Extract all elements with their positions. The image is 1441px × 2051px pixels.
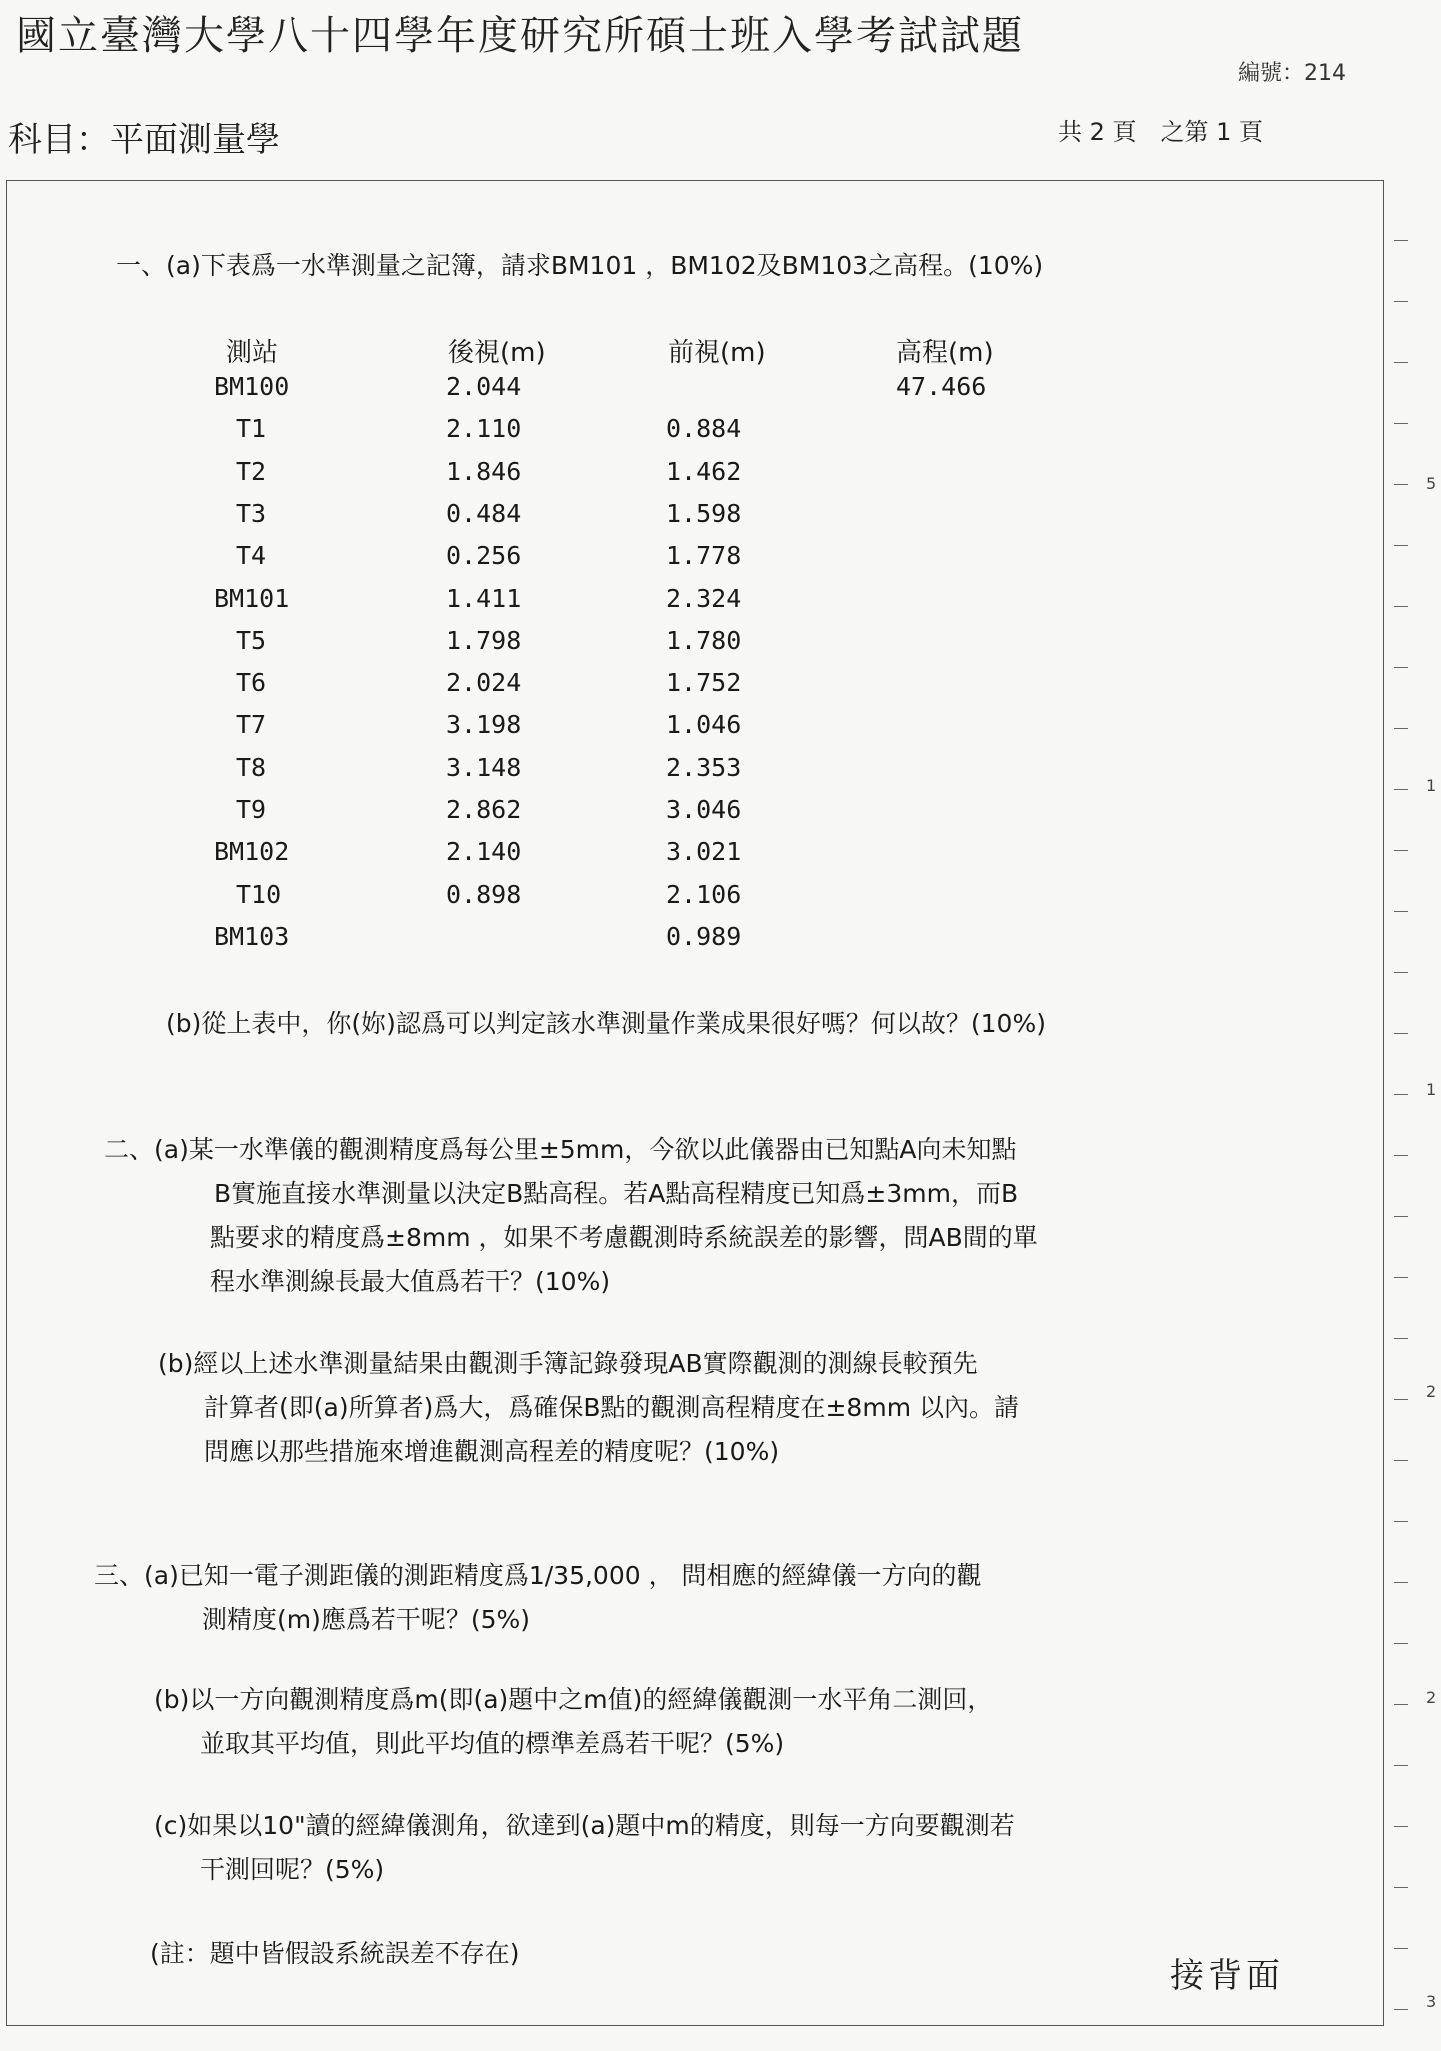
- table-cell-station: BM103: [214, 921, 290, 951]
- table-cell-station: T2: [236, 456, 267, 486]
- table-cell-backsight: 2.024: [446, 668, 522, 698]
- exam-title: 國立臺灣大學八十四學年度研究所碩士班入學考試試題: [16, 13, 1024, 59]
- table-cell-backsight: 2.140: [446, 837, 522, 867]
- table-cell-backsight: 2.110: [446, 414, 522, 444]
- q3-a-line: 三、(a)已知一電子測距儀的測距精度爲1/35,000 ， 問相應的經緯儀一方向的觀: [94, 1561, 982, 1590]
- margin-tick: [1394, 301, 1408, 302]
- table-cell-station: T1: [236, 414, 267, 444]
- margin-tick: [1394, 1887, 1408, 1888]
- table-cell-foresight: 1.780: [666, 625, 742, 655]
- table-header-elevation: 高程(m): [896, 338, 994, 368]
- table-cell-foresight: 3.021: [666, 837, 742, 867]
- page-count: 共 2 頁 之第 1 頁: [1058, 118, 1264, 146]
- q3-note: (註：題中皆假設系統誤差不存在): [150, 1939, 520, 1968]
- table-cell-foresight: 1.778: [666, 541, 742, 571]
- table-cell-backsight: 1.411: [446, 583, 522, 613]
- table-cell-backsight: 0.256: [446, 541, 522, 571]
- margin-tick: [1394, 1582, 1408, 1583]
- margin-tick: [1394, 911, 1408, 912]
- margin-tick: [1394, 2009, 1408, 2010]
- q3-c-line: 干測回呢？(5%): [200, 1855, 385, 1884]
- table-header-station: 測站: [226, 338, 279, 368]
- margin-tick: [1394, 1643, 1408, 1644]
- table-cell-backsight: 2.862: [446, 795, 522, 824]
- margin-tick: [1394, 1704, 1408, 1705]
- table-cell-elevation: 47.466: [896, 372, 987, 401]
- margin-number: 3: [1426, 1992, 1437, 2011]
- margin-tick: [1394, 1155, 1408, 1156]
- table-cell-backsight: 3.148: [446, 752, 522, 782]
- table-cell-foresight: 2.106: [666, 879, 742, 909]
- margin-tick: [1394, 1033, 1408, 1034]
- exam-subject: 科目：平面測量學: [8, 120, 280, 160]
- table-cell-foresight: 0.989: [666, 921, 742, 951]
- margin-tick: [1394, 1277, 1408, 1278]
- margin-tick: [1394, 1094, 1408, 1095]
- margin-number: 2: [1426, 1688, 1437, 1707]
- q2-b-line: 計算者(即(a)所算者)爲大，爲確保B點的觀測高程精度在±8mm 以內。請: [204, 1393, 1019, 1422]
- table-cell-foresight: 1.752: [666, 668, 742, 698]
- margin-tick: [1394, 667, 1408, 668]
- margin-number: 5: [1426, 474, 1437, 493]
- table-cell-backsight: 0.898: [446, 879, 522, 909]
- q2-a-line: 二、(a)某一水準儀的觀測精度爲每公里±5mm，今欲以此儀器由已知點A向未知點: [104, 1135, 1017, 1164]
- table-cell-station: BM100: [214, 372, 290, 401]
- table-cell-backsight: 1.846: [446, 456, 522, 486]
- q3-b-line: 並取其平均值，則此平均值的標準差爲若干呢？(5%): [200, 1729, 785, 1758]
- table-cell-foresight: 2.324: [666, 583, 742, 613]
- margin-tick: [1394, 1765, 1408, 1766]
- table-cell-station: BM101: [214, 583, 290, 613]
- margin-tick: [1394, 789, 1408, 790]
- table-cell-station: T4: [236, 541, 267, 571]
- margin-tick: [1394, 1338, 1408, 1339]
- q2-a-line: 程水準測線長最大值爲若干？(10%): [210, 1267, 611, 1296]
- margin-tick: [1394, 850, 1408, 851]
- q1-a-text: 一、(a)下表爲一水準測量之記簿，請求BM101 ，BM102及BM103之高程。(10%): [116, 251, 1044, 280]
- table-cell-foresight: 3.046: [666, 795, 742, 824]
- margin-tick: [1394, 1399, 1408, 1400]
- q1-b-text: (b)從上表中，你(妳)認爲可以判定該水準測量作業成果很好嗎？何以故？(10%): [166, 1009, 1046, 1038]
- table-cell-station: T7: [236, 710, 267, 740]
- table-cell-backsight: 2.044: [446, 372, 522, 401]
- margin-number: 1: [1426, 1080, 1437, 1099]
- q2-a-line: 點要求的精度爲±8mm ，如果不考慮觀測時系統誤差的影響，問AB間的單: [210, 1223, 1038, 1252]
- margin-tick: [1394, 1521, 1408, 1522]
- table-header-backsight: 後視(m): [448, 338, 546, 368]
- margin-tick: [1394, 423, 1408, 424]
- margin-number: 1: [1426, 776, 1437, 795]
- table-cell-foresight: 1.046: [666, 710, 742, 740]
- table-cell-station: T9: [236, 795, 267, 824]
- margin-tick: [1394, 545, 1408, 546]
- q3-b-line: (b)以一方向觀測精度爲m(即(a)題中之m值)的經緯儀觀測一水平角二測回，: [154, 1685, 993, 1714]
- table-cell-station: T6: [236, 668, 267, 698]
- table-cell-backsight: 1.798: [446, 625, 522, 655]
- margin-tick: [1394, 728, 1408, 729]
- table-cell-station: BM102: [214, 837, 290, 867]
- margin-tick: [1394, 362, 1408, 363]
- margin-tick: [1394, 1948, 1408, 1949]
- table-cell-foresight: 1.598: [666, 498, 742, 528]
- exam-code: 編號：214: [1238, 61, 1346, 86]
- table-cell-backsight: 3.198: [446, 710, 522, 740]
- margin-tick: [1394, 484, 1408, 485]
- q3-a-line: 測精度(m)應爲若干呢？(5%): [202, 1605, 531, 1634]
- table-header-foresight: 前視(m): [668, 338, 766, 368]
- table-cell-foresight: 1.462: [666, 456, 742, 486]
- continue-overleaf-signature: 接背面: [1170, 1956, 1284, 1996]
- table-cell-foresight: 0.884: [666, 414, 742, 444]
- margin-tick: [1394, 240, 1408, 241]
- table-cell-station: T5: [236, 625, 267, 655]
- q2-b-line: (b)經以上述水準測量結果由觀測手簿記錄發現AB實際觀測的測線長較預先: [158, 1349, 978, 1378]
- margin-tick: [1394, 1460, 1408, 1461]
- table-cell-backsight: 0.484: [446, 498, 522, 528]
- q2-a-line: B實施直接水準測量以決定B點高程。若A點高程精度已知爲±3mm，而B: [214, 1179, 1019, 1208]
- margin-tick: [1394, 972, 1408, 973]
- q3-c-line: (c)如果以10"讀的經緯儀測角，欲達到(a)題中m的精度，則每一方向要觀測若: [154, 1811, 1015, 1840]
- margin-tick: [1394, 1826, 1408, 1827]
- table-cell-foresight: 2.353: [666, 752, 742, 782]
- table-cell-station: T3: [236, 498, 267, 528]
- q2-b-line: 問應以那些措施來增進觀測高程差的精度呢？(10%): [204, 1437, 780, 1466]
- table-cell-station: T10: [236, 879, 282, 909]
- margin-number: 2: [1426, 1382, 1437, 1401]
- margin-tick: [1394, 1216, 1408, 1217]
- table-cell-station: T8: [236, 752, 267, 782]
- margin-tick: [1394, 606, 1408, 607]
